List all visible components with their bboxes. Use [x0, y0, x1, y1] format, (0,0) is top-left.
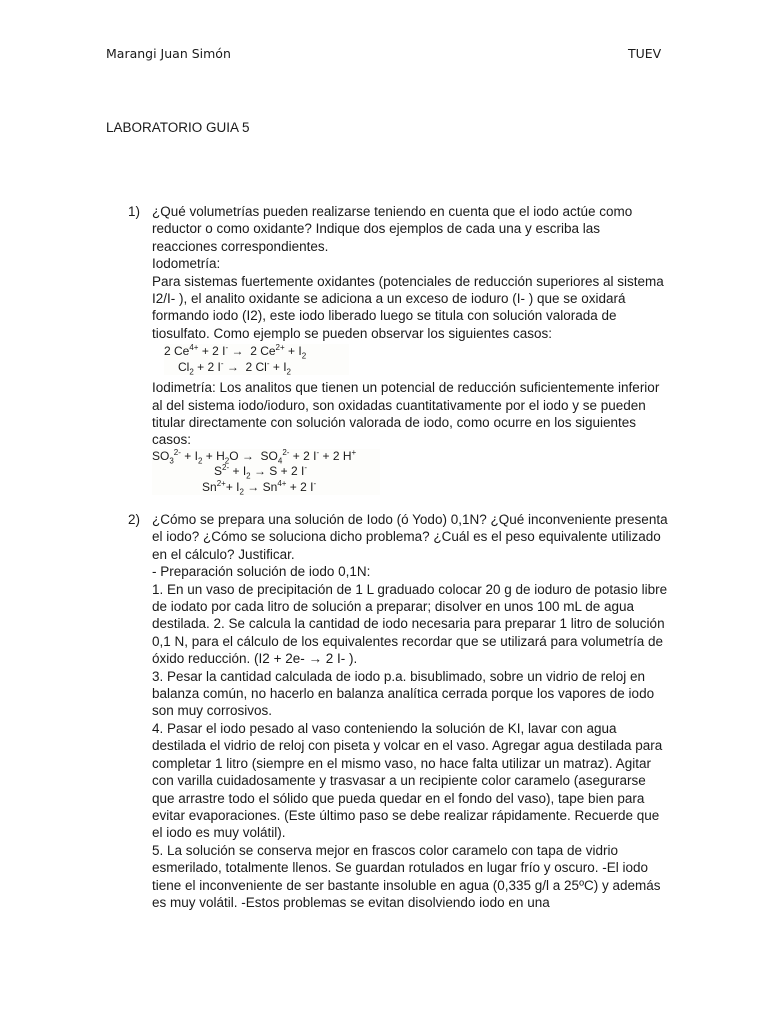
step-3: 3. Pesar la cantidad calculada de iodo p.a. bisublimado, sobre un vidrio de reloj en balanza común, no hacerlo en balanza analítica cerrada porque los vapores de iodo son muy corrosivos. — [152, 668, 655, 719]
question-1-number: 1) — [128, 204, 141, 219]
iodometry-equations — [164, 344, 349, 375]
iodimetry-equations — [152, 449, 380, 496]
iodimetry-text: Iodimetría: Los analitos que tienen un potencial de reducción suficientemente inferior al del sistema iodo/ioduro, son oxidadas cuantitativamente por el iodo y se pueden titular directamente con solución valorada de iodo, como ocurre en los siguientes casos: — [152, 380, 660, 448]
equation-ce: 2 $Ce^{4+} + 2$ I- → 2 $Ce^{2+} + I_2$ — [164, 343, 307, 361]
step-1-2: 1. En un vaso de precipitación de 1 L graduado colocar 20 g de ioduro de potasio libre de iodato por cada litro de solución a preparar; disolver en unos 100 mL de agua destilada. 2. Se calcula la cantidad de iodo necesaria para preparar 1 litro de solución 0,1 N, para el cálculo de los equivalentes recordar que se utilizará para volumetría de óxido reducción. (I2 + 2e- → 2 I- ). — [152, 581, 668, 667]
equation-s: $S^{2-} + I_2 \to S + 2$ I- — [214, 463, 307, 481]
iodometry-heading: Iodometría: — [152, 256, 221, 272]
step-5: 5. La solución se conserva mejor en frascos color caramelo con tapa de vidrio esmerilado, totalmente llenos. Se guardan rotulados en lugar frío y oscuro. -El iodo tiene el inconveniente de ser bastante insoluble en agua (0,335 g/l a 25ºC) y además es muy volátil. -Estos problemas se evitan disolviendo iodo en una — [152, 842, 661, 910]
equation-cl: $Cl_2 + 2$ I- → 2 $Cl^- + I_2$ — [178, 358, 291, 377]
question-1 — [128, 203, 668, 501]
question-2-number: 2) — [128, 512, 141, 527]
step-4: 4. Pasar el iodo pesado al vaso conteniendo la solución de KI, lavar con agua destilada el vidrio de reloj con piseta y volcar en el vaso. Agregar agua destilada para completar 1 litro (siempre en el mismo vaso, no hace falta utilizar un matraz). Agitar con varilla cuidadosamente y trasvasar a un recipiente color caramelo (asegurarse que arrastre todo el sólido que pueda quedar en el fondo del vaso), tape bien para evitar evaporaciones. (Este último paso se debe realizar rápidamente. Recuerde que el iodo es muy volátil). — [152, 720, 663, 841]
question-2-text: ¿Cómo se prepara una solución de Iodo (ó Yodo) 0,1N? ¿Qué inconveniente presenta el iodo? ¿Cómo se soluciona dicho problema? ¿Cuál es el peso equivalente utilizado en el cálculo? Justificar. — [152, 512, 668, 562]
iodometry-text: Para sistemas fuertemente oxidantes (potenciales de reducción superiores al sistema I2/I- ), el analito oxidante se adiciona a un exceso de ioduro (I- ) que se oxidará formando iodo (I2), este iodo liberado luego se titula con solución valorada de tiosulfato. Como ejemplo se pueden observar los siguientes casos: — [152, 273, 664, 341]
equation-so3: $SO_3^{2-} + I_2 + H_2O \to SO_4^{2-} + 2$ I- + 2 H+ — [152, 447, 357, 466]
preparation-heading: - Preparación solución de iodo 0,1N: — [152, 564, 371, 580]
course-code: TUEV — [628, 46, 662, 61]
question-1-text: ¿Qué volumetrías pueden realizarse teniendo en cuenta que el iodo actúe como reductor o como oxidante? Indique dos ejemplos de cada una y escriba las reacciones correspondientes. — [152, 204, 633, 254]
equation-sn: $Sn^{2+}+ I_2 \to Sn^{4+} + 2$ I- — [202, 478, 317, 497]
question-2 — [128, 511, 668, 911]
page-title: LABORATORIO GUIA 5 — [106, 120, 250, 135]
author-name: Marangi Juan Simón — [106, 46, 231, 61]
